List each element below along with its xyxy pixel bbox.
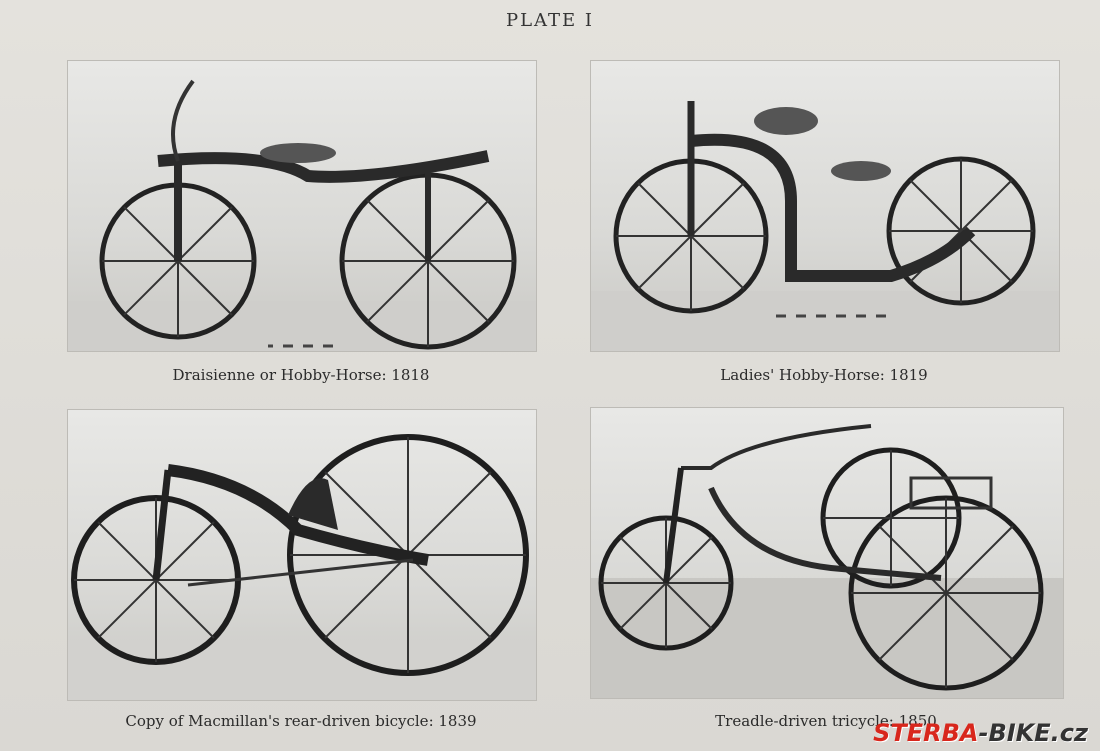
photo-ladies-hobby-horse — [590, 60, 1060, 352]
caption-treadle-tricycle: Treadle-driven tricycle: 1850 — [715, 712, 937, 730]
caption-draisienne: Draisienne or Hobby-Horse: 1818 — [172, 366, 430, 384]
draisienne-illustration — [68, 61, 536, 351]
ladies-hobby-horse-illustration — [591, 61, 1059, 351]
watermark-brand: STERBA — [873, 719, 979, 747]
caption-macmillan-bicycle: Copy of Macmillan's rear-driven bicycle: 1839 — [125, 712, 477, 730]
photo-macmillan-bicycle — [67, 409, 537, 701]
photo-treadle-tricycle — [590, 407, 1064, 699]
macmillan-bicycle-illustration — [68, 410, 536, 700]
watermark-domain: -BIKE.cz — [978, 719, 1088, 747]
plate-title: PLATE I — [505, 10, 595, 31]
site-watermark — [873, 719, 1088, 747]
treadle-tricycle-illustration — [591, 408, 1063, 698]
photo-draisienne — [67, 60, 537, 352]
caption-ladies-hobby-horse: Ladies' Hobby-Horse: 1819 — [720, 366, 928, 384]
